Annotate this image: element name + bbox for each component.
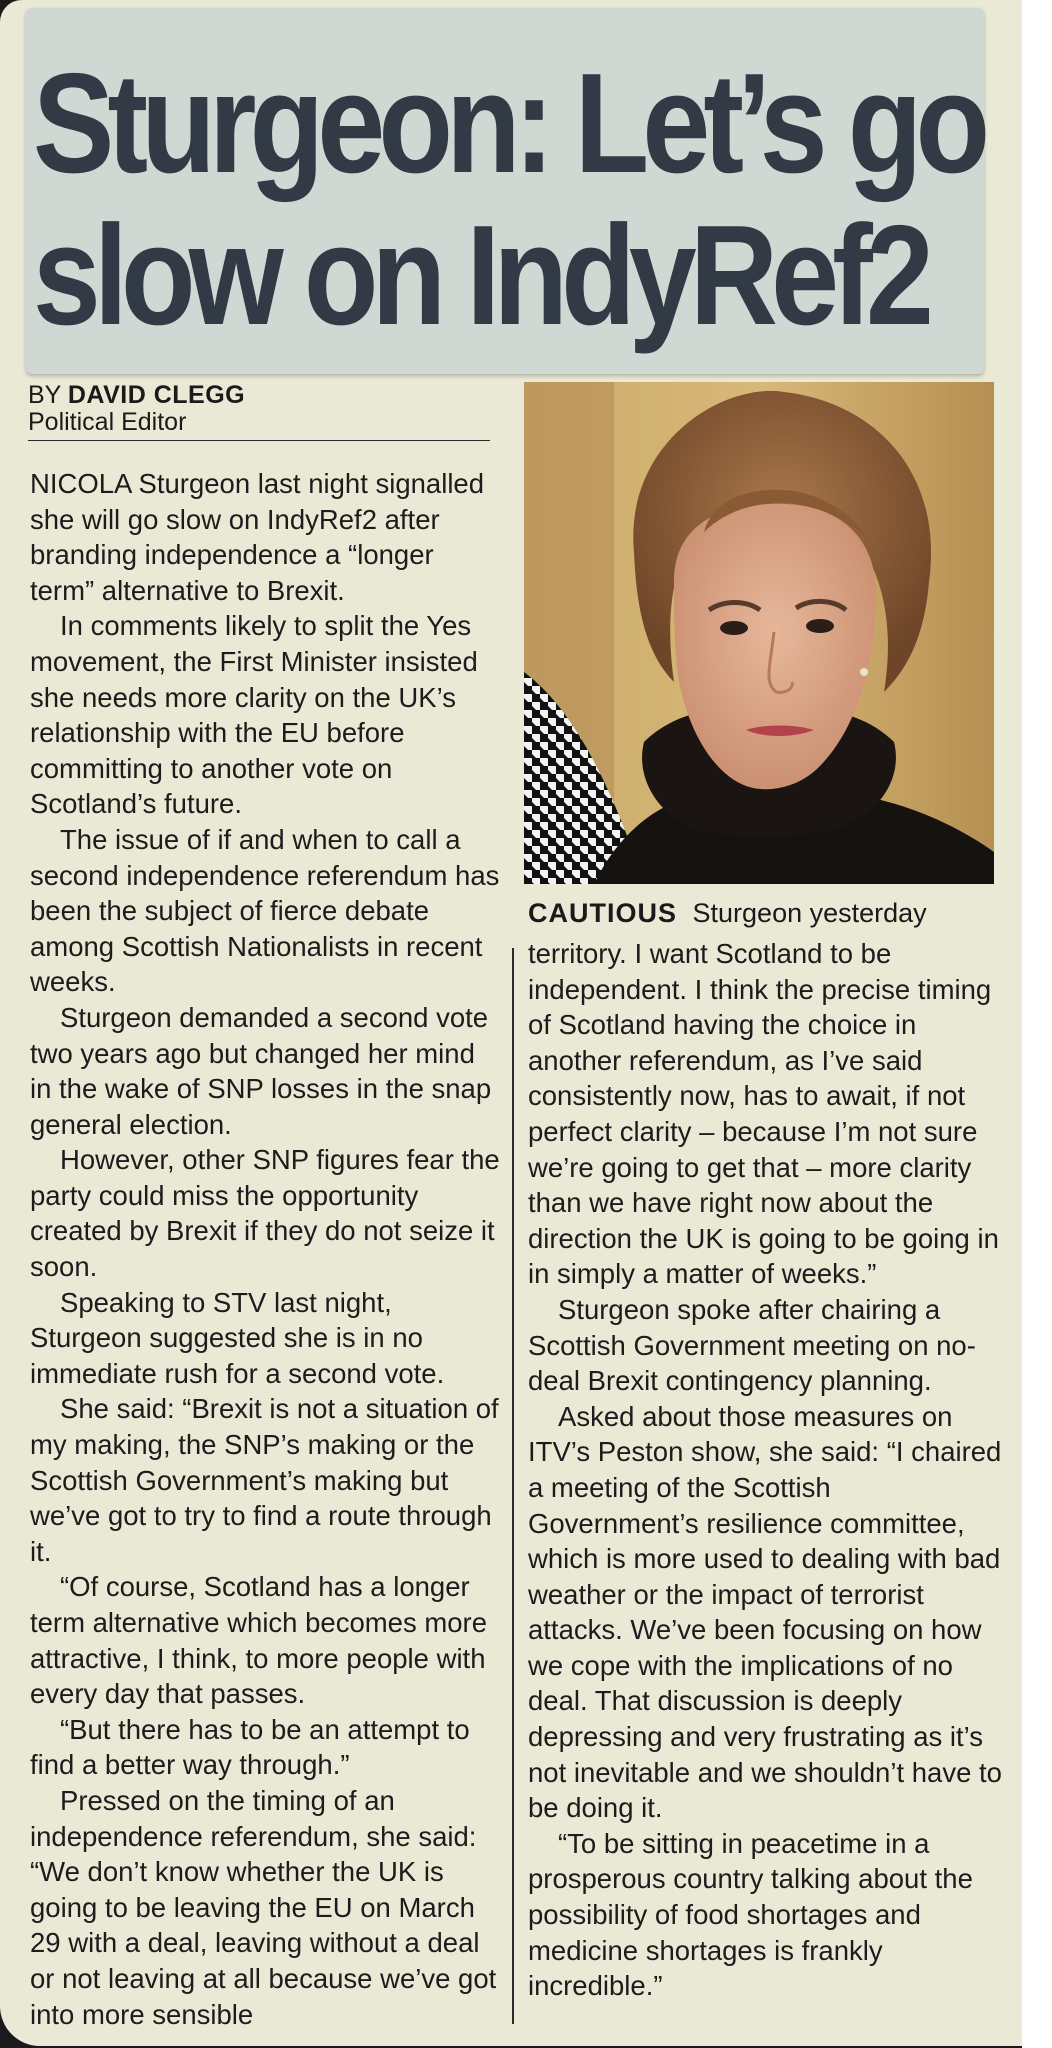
byline-author: DAVID CLEGG: [67, 381, 246, 409]
article-column-1: [30, 466, 500, 2032]
column-divider: [512, 948, 514, 2024]
paragraph: Sturgeon spoke after chairing a Scottish Government meeting on no-deal Brexit contingency planning.: [528, 1293, 976, 1397]
paragraph: NICOLA Sturgeon last night signalled she will go slow on IndyRef2 after branding independence a “longer term” alternative to Brexit.: [30, 468, 485, 606]
paragraph: “But there has to be an attempt to find a better way through.”: [30, 1713, 470, 1781]
paragraph: Sturgeon demanded a second vote two years ago but changed her mind in the wake of SNP losses in the snap general election.: [30, 1001, 492, 1140]
paragraph: Pressed on the timing of an independence referendum, she said: “We don’t know whether the UK is going to be leaving the EU on March 29 with a deal, leaving without a deal or not leaving at all because we’ve got into more sensible: [30, 1784, 497, 2030]
byline-title: Political Editor: [28, 408, 187, 436]
byline-rule: [28, 440, 490, 441]
headline-line-2: slow on IndyRef2: [32, 196, 928, 355]
paragraph: “Of course, Scotland has a longer term alternative which becomes more attractive, I think, to more people with every day that passes.: [30, 1571, 487, 1710]
caption-text: Sturgeon yesterday: [692, 898, 927, 928]
paragraph: The issue of if and when to call a second independence referendum has been the subject of fierce debate among Scottish Nationalists in recent weeks.: [30, 823, 500, 998]
headline-panel: [26, 8, 984, 374]
byline: [28, 382, 490, 436]
headline-line-1: Sturgeon: Let’s go: [32, 44, 984, 203]
paragraph: However, other SNP figures fear the party could miss the opportunity created by Brexit if they do not seize it soon.: [30, 1144, 500, 1283]
byline-by: BY: [28, 381, 61, 409]
paragraph: Speaking to STV last night, Sturgeon suggested she is in no immediate rush for a second vote.: [30, 1286, 445, 1389]
paragraph: territory. I want Scotland to be independent. I think the precise timing of Scotland having the choice in another referendum, as I’ve said consistently now, has to await, if not perfect clarity – because I’m not sure we’re going to get that – more clarity than we have right now about the direction the UK is going to be going in in simply a matter of weeks.”: [528, 938, 999, 1290]
portrait-photo: [524, 382, 994, 884]
paragraph: Asked about those measures on ITV’s Peston show, she said: “I chaired a meeting of the Scottish Government’s resilience committee, which is more used to dealing with bad weather or the impact of terrorist attacks. We’ve been focusing on how we cope with the implications of no deal. That discussion is deeply depressing and very frustrating as it’s not inevitable and we shouldn’t have to be doing it.: [528, 1400, 1002, 1824]
page-edge: [1022, 0, 1052, 2048]
article-column-2: [528, 936, 1008, 2004]
paragraph: In comments likely to split the Yes movement, the First Minister insisted she needs more clarity on the UK’s relationship with the EU before committing to another vote on Scotland’s future.: [30, 610, 478, 820]
paragraph: “To be sitting in peacetime in a prosperous country talking about the possibility of food shortages and medicine shortages is frankly incredible.”: [528, 1827, 973, 2002]
caption-label: CAUTIOUS: [528, 898, 677, 928]
portrait-illustration: [524, 382, 994, 884]
paragraph: She said: “Brexit is not a situation of my making, the SNP’s making or the Scottish Government’s making but we’ve got to try to find a route through it.: [30, 1393, 499, 1567]
headline: [26, 8, 984, 355]
photo-caption: [528, 896, 1008, 930]
